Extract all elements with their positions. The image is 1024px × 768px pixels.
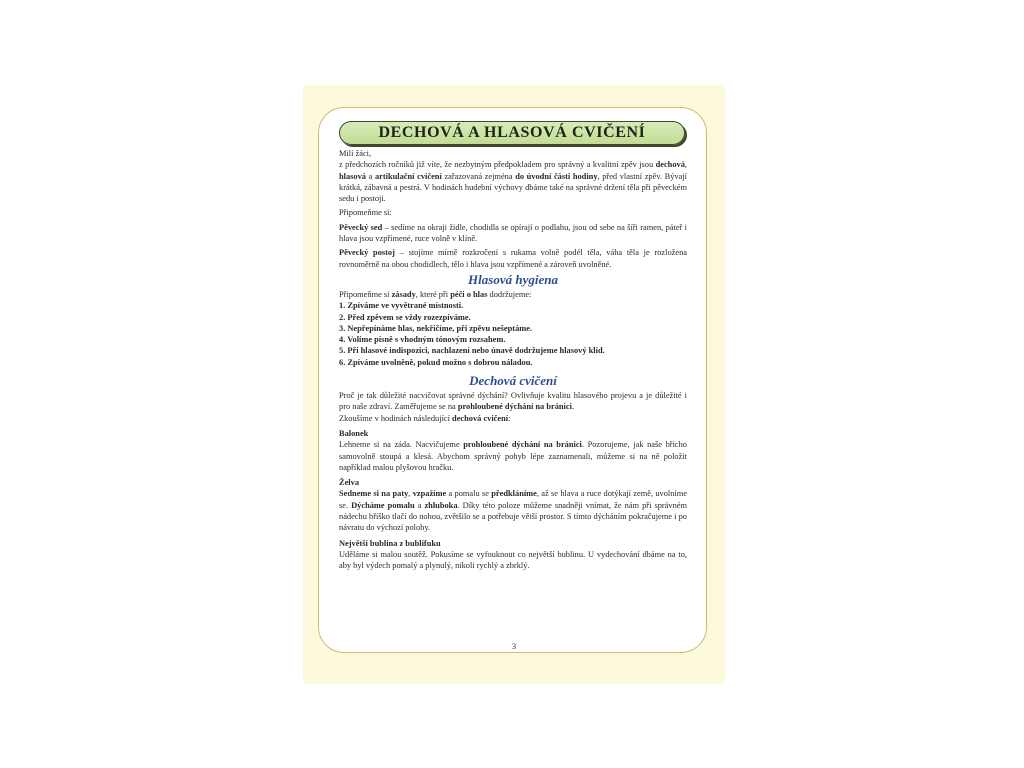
list-item: 3. Nepřepínáme hlas, nekřičíme, při zpěvu nešeptáme. [339, 323, 533, 333]
title-banner [339, 121, 685, 145]
list-item: 4. Volíme písně s vhodným tónovým rozsahem. [339, 335, 506, 345]
greeting: Milí žáci, [339, 149, 372, 158]
book-page [303, 85, 725, 684]
page-content [339, 148, 687, 572]
section-title-breathing: Dechová cvičení [469, 373, 557, 389]
singing-stance-paragraph: Pěvecký postoj – stojíme mírně rozkročení s rukama volně podél těla, váha těla je rozložena rovnoměrně na obou chodidlech, tělo i hlava jsou vzpřímené a zároveň uvolněné. [339, 248, 687, 269]
exercise-text-balonek: Lehneme si na záda. Nacvičujeme prohloubené dýchání na bránici. Pozorujeme, jak naše břicho samovolně stoupá a klesá. Abychom správný pohyb lépe zaznamenali, můžeme si na ně položit například malou plyšovou hračku. [339, 440, 687, 472]
exercise-title-bublina: Největší bublina z bublifuku [339, 538, 441, 548]
list-item: 6. Zpíváme uvolněně, pokud možno s dobrou náladou. [339, 357, 533, 367]
intro-paragraph: z předchozích ročníků již víte, že nezbytným předpokladem pro správný a kvalitní zpěv jsou dechová, hlasová a artikulační cvičení zařazovaná zejména do úvodní části hodiny, před vlastní zpěv. Bývají krátká, zábavná a pestrá. V hodinách hudební výchovy dbáme také na správné držení těla při pěveckém sedu i postoji. [339, 160, 687, 204]
list-item: 2. Před zpěvem se vždy rozezpíváme. [339, 312, 471, 322]
page-title: DECHOVÁ A HLASOVÁ CVIČENÍ [378, 124, 646, 141]
list-item: 5. Při hlasové indispozici, nachlazení nebo únavě dodržujeme hlasový klid. [339, 346, 605, 356]
section-title-hygiene: Hlasová hygiena [468, 271, 558, 287]
remind-text: Připomeňme si: [339, 208, 392, 218]
exercise-text-zelva: Sedneme si na paty, vzpažíme a pomalu se předkláníme, až se hlava a ruce dotýkají země, uvolníme se. Dýcháme pomalu a zhluboka. Díky této poloze můžeme snadněji vnímat, že nám při správném nádechu bříško tlačí do nohou, zvětšilo se a potřebuje větší prostor. S tímto dýcháním pokračujeme i po návratu do výchozí polohy. [339, 489, 688, 533]
hygiene-intro: Připomeňme si zásady, které při péči o hlas dodržujeme: [339, 289, 532, 299]
exercise-text-bublina: Uděláme si malou soutěž. Pokusíme se vyfouknout co největší bublinu. U vydechování dbáme na to, aby byl výdech pomalý a plynulý, nikoli rychlý a zbrklý. [339, 549, 687, 571]
list-item: 1. Zpíváme ve vyvětrané místnosti. [339, 301, 464, 311]
page-number: 3 [511, 641, 517, 651]
singing-seat-paragraph: Pěvecký sed – sedíme na okraji židle, chodidla se opírají o podlahu, jsou od sebe na šíři ramen, páteř i hlava jsou vzpřímené, ruce volně v klíně. [339, 222, 687, 244]
breathing-intro: Proč je tak důležité nacvičovat správné dýchání? Ovlivňuje kvalitu hlasového projevu a je důležité i pro naše zdraví. Zaměřujeme se na prohloubené dýchání na bránici. [339, 391, 687, 412]
exercise-title-zelva: Želva [339, 478, 360, 488]
exercise-title-balonek: Balonek [339, 428, 369, 438]
hygiene-rules-list [339, 300, 687, 368]
breathing-exercises-intro: Zkoušíme v hodinách následující dechová cvičení: [339, 413, 511, 423]
